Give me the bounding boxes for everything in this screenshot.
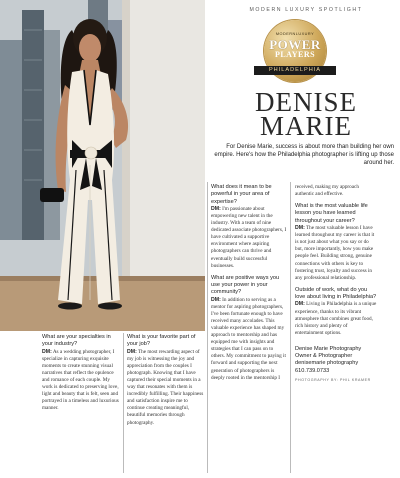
question-6: Outside of work, what do you love about living in Philadelphia? [295, 286, 377, 301]
badge-players: PLAYERS [274, 50, 316, 59]
signature-role: Owner & Photographer [295, 353, 353, 360]
signature-business: Denise Marie Photography [295, 345, 362, 352]
answer-5 [295, 225, 377, 282]
feature-title [212, 87, 400, 141]
answer-1-text: As a wedding photographer, I specialize in capturing exquisite moments to create stunning visual narratives that reflect the opulence and romance of each couple. My work is dedicated to preserving love, light and beauty that is felt, seen and portrayed in a timeless and luxurious manner. [42, 348, 119, 412]
badge-city-ribbon: PHILADELPHIA [254, 66, 336, 75]
title-first-name: DENISE [255, 87, 357, 117]
column-rule [123, 333, 124, 473]
answer-3-text: I'm passionate about empowering new talent in the industry. With a team of nine dedicated associate photographers, I have cultivated a supportive environment where aspiring photographers can thrive and eventually build successful businesses. [211, 205, 287, 269]
answer-6 [295, 301, 377, 336]
signature-phone: 610.739.0733 [295, 367, 330, 374]
section-eyebrow: MODERN LUXURY SPOTLIGHT [249, 7, 363, 13]
column-4 [295, 184, 377, 384]
column-rule [290, 182, 291, 473]
badge-brand: MODERNLUXURY [275, 32, 315, 36]
answer-5-text: The most valuable lesson I have learned throughout my career is that it is not just about what you say or do but, more importantly, how you make people feel. Building strong, genuine connections with others is key to fostering trust, loyalty and success in any professional relationship. [295, 225, 375, 281]
intro-deck: For Denise Marie, success is about more than building her own empire. Here's how the Philadelphia photographer is lifting up those around her. [214, 144, 394, 166]
speaker-initials: DM: [295, 301, 305, 308]
portrait-photo [0, 0, 205, 331]
column-rule [207, 182, 208, 473]
answer-4-text: In addition to serving as a mentor for aspiring photographers, I've been fortunate enough to have received many accolades. This valuable experience has shaped my approach to mentorship and has equipped me with insights and strategies that I can pass on to others. My commitment to paying it forward and supporting the next generation of photographers is deeply rooted in the mentorship I [211, 296, 286, 381]
speaker-initials: DM: [295, 225, 305, 232]
answer-3 [211, 206, 287, 270]
question-4: What are positive ways you use your power in your community? [211, 274, 280, 296]
badge-power: POWER [269, 37, 321, 52]
speaker-initials: DM: [211, 205, 221, 212]
column-2 [127, 334, 204, 427]
title-last-name: MARIE [260, 111, 352, 141]
answer-4-continued: received, making my approach authentic and effective. [295, 184, 359, 198]
speaker-initials: DM: [211, 296, 221, 303]
answer-6-text: Living in Philadelphia is a unique experience, thanks to its vibrant atmosphere that combines great food, rich history and plenty of entertainment options. [295, 301, 377, 336]
answer-2-text: The most rewarding aspect of my job is witnessing the joy and appreciation from the couples I photograph. Knowing that I have captured their special moments in a way that resonates with them is incredibly fulfilling. Their happiness and satisfaction inspire me to continue creating meaningful, beautiful memories through photography. [127, 348, 204, 426]
answer-2 [127, 349, 204, 427]
answer-4 [211, 297, 287, 382]
question-3: What does it mean to be powerful in your area of expertise? [211, 184, 272, 205]
column-1 [42, 334, 120, 412]
question-2: What is your favorite part of your job? [127, 334, 196, 348]
question-1: What are your specialties in your industry? [42, 334, 111, 348]
question-5: What is the most valuable life lesson you have learned throughout your career? [295, 203, 368, 224]
speaker-initials: DM: [127, 348, 137, 355]
portrait-illustration [0, 0, 205, 331]
speaker-initials: DM: [42, 348, 52, 355]
signature-handle: denisemarie photography [295, 360, 359, 367]
answer-1 [42, 349, 120, 413]
column-3 [211, 184, 287, 382]
photo-credit: PHOTOGRAPHY BY: PHIL KRAMER [295, 377, 371, 382]
